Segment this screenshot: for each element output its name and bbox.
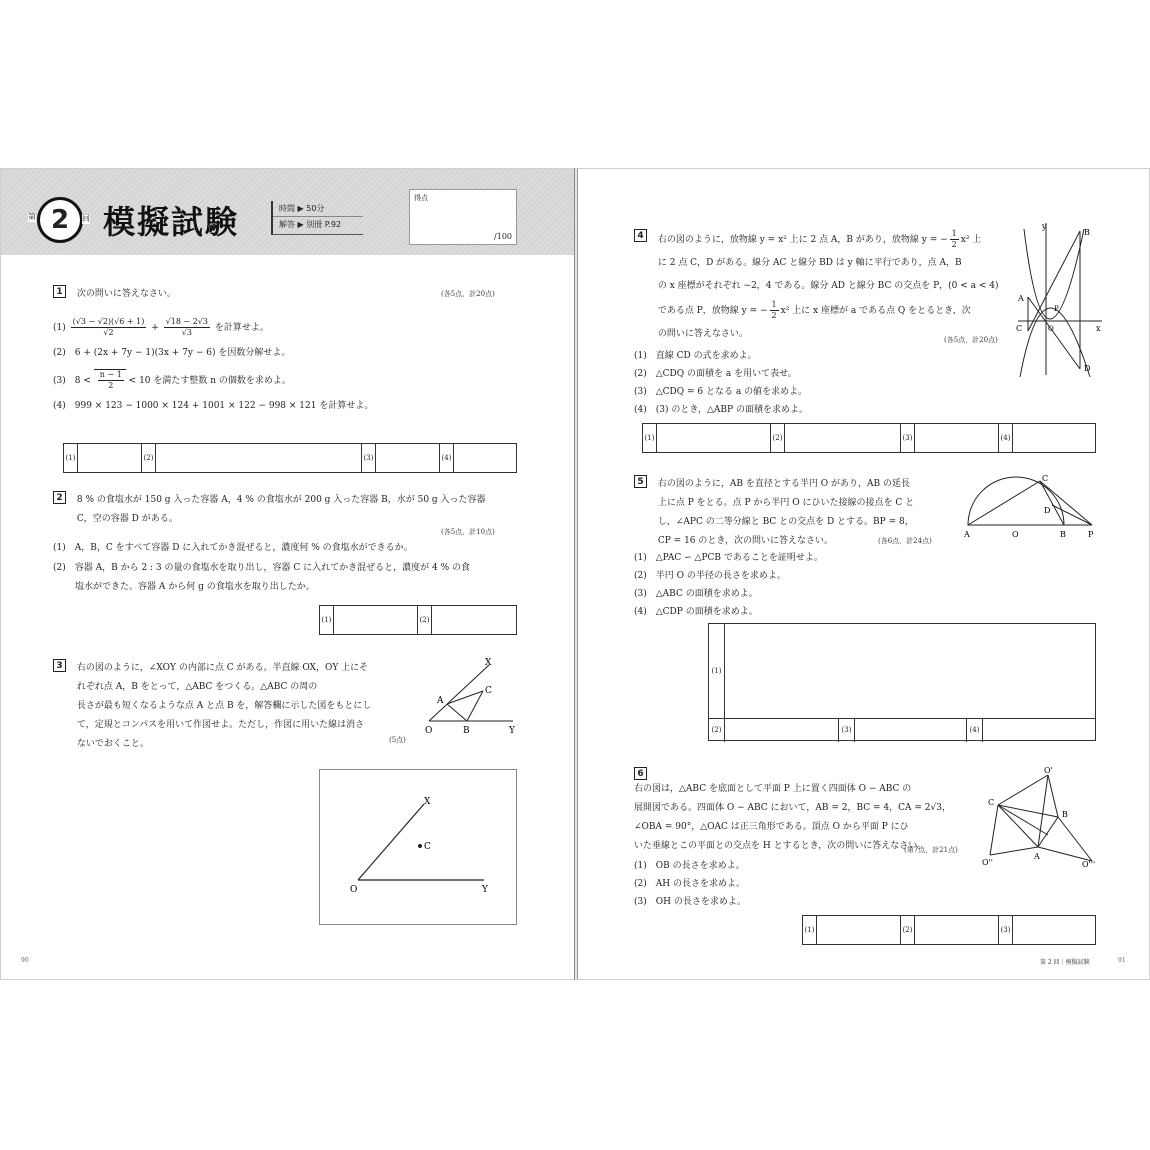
- q4-sub-2: (2) △CDQ の面積を a を用いて表せ。: [634, 369, 797, 379]
- q6-sub-2: (2) AH の長さを求めよ。: [634, 879, 745, 889]
- question-prompt: 次の問いに答えなさい。: [76, 289, 176, 299]
- q5-sub-2: (2) 半円 O の半径の長さを求めよ。: [634, 571, 786, 581]
- text: x² 上: [960, 235, 982, 245]
- answer-cell-1[interactable]: [64, 444, 142, 472]
- fold-line-2: [1038, 775, 1048, 847]
- exam-info: [271, 201, 363, 235]
- numerator: (√3 − √2)(√6 + 1): [72, 317, 145, 326]
- segment-bc: [1028, 231, 1080, 331]
- point-c: [418, 844, 422, 848]
- ray-ox: [429, 665, 489, 721]
- q6-sub-3: (3) OH の長さを求めよ。: [634, 897, 746, 907]
- answer-label: (1): [709, 624, 725, 718]
- q3-small-figure: [421, 655, 521, 735]
- question-number: 3: [53, 659, 66, 672]
- question-3: [53, 659, 433, 754]
- fraction: [770, 300, 779, 321]
- exam-number: 2: [50, 205, 70, 235]
- q1-points: (各5点，計20点): [441, 290, 495, 298]
- answer-label: (4): [440, 444, 454, 472]
- label-b: B: [1060, 530, 1066, 539]
- right-page-number: 91: [1118, 957, 1126, 964]
- question-2: [53, 491, 523, 529]
- segment-ab: [447, 704, 467, 721]
- edge-o1-b: [1048, 775, 1058, 817]
- sub-text: < 10 を満たす整数 n の個数を求めよ。: [128, 376, 291, 386]
- label-c: C: [988, 798, 995, 807]
- q1-sub-4: (4) 999 × 123 − 1000 × 124 + 1001 × 122 − 998 × 121 を計算せよ。: [53, 401, 374, 411]
- q5-sub-3: (3) △ABC の面積を求めよ。: [634, 589, 758, 599]
- q4-line-2: に 2 点 C，D がある。線分 AC と線分 BD は y 軸に平行であり，点 A，B: [657, 258, 962, 268]
- answer-cell-3[interactable]: [839, 719, 967, 742]
- semicircle: [968, 477, 1064, 525]
- answer-cell-1[interactable]: [643, 424, 771, 452]
- q2-line-2: C，空の容器 D がある。: [76, 514, 178, 524]
- answer-cell-2[interactable]: [709, 719, 839, 742]
- q2-answer-box: [319, 605, 517, 635]
- question-text: [77, 491, 486, 529]
- exam-header: [1, 169, 575, 255]
- label-o: O: [425, 726, 433, 735]
- label-x: X: [424, 797, 431, 807]
- q6-net-figure: [982, 763, 1100, 867]
- label-c: C: [424, 842, 431, 852]
- edge-c-b: [998, 805, 1058, 817]
- label-x: X: [485, 658, 492, 668]
- left-page-number: 90: [21, 957, 29, 964]
- exam-number-badge: [28, 197, 90, 243]
- q3-line-4: て，定規とコンパスを用いて作図せよ。ただし，作図に用いた線は消さ: [76, 720, 365, 730]
- label-o3: O''': [1082, 860, 1096, 867]
- dai-label: 第: [28, 212, 36, 221]
- label-b: B: [1062, 810, 1068, 819]
- q2-points: (各5点，計10点): [441, 528, 495, 536]
- right-page: [577, 168, 1150, 980]
- q6-line-4: いた垂線とこの平面との交点を H とするとき，次の問いに答えなさい。: [634, 841, 927, 851]
- sub-text: (3) 8 <: [53, 376, 91, 386]
- question-6: [634, 767, 974, 856]
- label-y: y: [1042, 222, 1047, 231]
- answer-label: (4): [967, 719, 983, 742]
- answer-label: (2): [709, 719, 725, 742]
- answer-cell-2[interactable]: [901, 916, 999, 944]
- book-spread: [0, 168, 1150, 980]
- answer-cell-2[interactable]: [771, 424, 901, 452]
- sqrt-bar: [94, 369, 126, 391]
- q3-points: (5点): [389, 736, 406, 744]
- label-d: D: [1084, 364, 1091, 373]
- label-p: P: [1088, 530, 1094, 539]
- question-number: 6: [634, 767, 647, 780]
- answer-label: (3): [999, 916, 1013, 944]
- q4-sub-3: (3) △CDQ = 6 となる a の値を求めよ。: [634, 387, 808, 397]
- edge-c-o2: [990, 805, 998, 855]
- question-number: 2: [53, 491, 66, 504]
- score-max: /100: [494, 232, 512, 241]
- q5-sub-4: (4) △CDP の面積を求めよ。: [634, 607, 758, 617]
- q3-drawing-area[interactable]: [319, 769, 517, 925]
- edge-a-o3: [1038, 847, 1092, 861]
- q5-sub-1: (1) △PAC ∽ △PCB であることを証明せよ。: [634, 553, 823, 563]
- label-o: O: [1012, 530, 1019, 539]
- q1-answer-box: [63, 443, 517, 473]
- kai-label: 回: [82, 214, 90, 223]
- q5-line-2: 上に点 P をとる。点 P から半円 O にひいた接線の接点を C と: [657, 498, 915, 508]
- q2-sub-2a: (2) 容器 A，B から 2 : 3 の量の食塩水を取り出し，容器 C に入れてかき混ぜると，濃度が 4 % の食: [53, 563, 470, 573]
- q3-line-1: 右の図のように，∠XOY の内部に点 C がある。半直線 OX，OY 上にそ: [76, 663, 369, 673]
- plus-sign: +: [151, 323, 159, 333]
- denominator: √2: [103, 328, 114, 337]
- q6-points: (第7点，計21点): [904, 846, 958, 854]
- q1-sub-2: (2) 6 + (2x + 7y − 1)(3x + 7y − 6) を因数分解せよ。: [53, 348, 291, 358]
- label-c: C: [1042, 474, 1049, 483]
- question-4: [634, 229, 1014, 344]
- q4-line-3: の x 座標がそれぞれ −2，4 である。線分 AD と線分 BC の交点を P，(0 < a < 4): [657, 281, 999, 291]
- answer-label: (1): [643, 424, 657, 452]
- answer-label: (2): [771, 424, 785, 452]
- q5-points: (各6点，計24点): [878, 537, 932, 545]
- answer-cell-1[interactable]: [320, 606, 418, 634]
- answer-cell-3[interactable]: [999, 916, 1095, 944]
- fraction: [164, 317, 210, 338]
- q2-sub-1: (1) A，B，C をすべて容器 D に入れてかき混ぜると，濃度何 % の食塩水ができるか。: [53, 543, 413, 553]
- answer-label: 解答 ▶ 別冊 P.92: [279, 220, 342, 229]
- question-text: [658, 475, 914, 551]
- answer-row-2: [709, 718, 1095, 742]
- numerator: √18 − 2√3: [165, 317, 208, 326]
- denominator: √3: [181, 328, 192, 337]
- text: x² 上に x 座標が a である点 Q をとるとき，次: [780, 306, 971, 316]
- ray-ox: [358, 804, 424, 880]
- exam-title: 模擬試験: [103, 203, 240, 241]
- question-text: [77, 659, 372, 754]
- q3-line-2: れぞれ点 A，B をとって，△ABC をつくる。△ABC の周の: [76, 682, 318, 692]
- edge-c-o1: [998, 775, 1048, 805]
- q4-line-5: の問いに答えなさい。: [657, 329, 748, 339]
- q5-semicircle-figure: [960, 469, 1100, 543]
- q4-sub-4: (4) (3) のとき，△ABP の面積を求めよ。: [634, 405, 808, 415]
- text: である点 P，放物線 y = −: [657, 306, 768, 316]
- fraction: [71, 317, 147, 338]
- label-x: x: [1096, 324, 1101, 333]
- answer-label: (3): [839, 719, 855, 742]
- chord-ac: [968, 481, 1040, 525]
- fraction: [950, 229, 959, 250]
- answer-cell-3[interactable]: [901, 424, 999, 452]
- edge-b-a: [1038, 817, 1058, 847]
- tangent-cp: [1040, 481, 1092, 525]
- denominator: 2: [108, 381, 114, 390]
- left-page: [0, 168, 575, 980]
- question-number: 4: [634, 229, 647, 242]
- q5-line-4: CP = 16 のとき，次の問いに答えなさい。: [657, 536, 834, 546]
- answer-cell-4[interactable]: [440, 444, 516, 472]
- answer-cell-4[interactable]: [967, 719, 1095, 742]
- question-number: 5: [634, 475, 647, 488]
- label-c: C: [1016, 324, 1023, 333]
- answer-label: (2): [142, 444, 156, 472]
- label-o2: O'': [982, 858, 993, 867]
- answer-cell-4[interactable]: [999, 424, 1095, 452]
- q6-answer-box: [802, 915, 1096, 945]
- sub-number: (1): [53, 323, 66, 333]
- q5-line-3: し，∠APC の二等分線と BC との交点を D とする。BP = 8，: [657, 517, 914, 527]
- chord-bc: [1040, 481, 1064, 525]
- q4-line-4: [658, 300, 999, 321]
- label-a: A: [1018, 294, 1024, 303]
- label-y: Y: [509, 726, 515, 735]
- q4-points: (各5点，計20点): [944, 336, 998, 344]
- answer-label: (4): [999, 424, 1013, 452]
- q4-answer-box: [642, 423, 1096, 453]
- q2-line-1: 8 % の食塩水が 150 g 入った容器 A，4 % の食塩水が 200 g 入った容器 B，水が 50 g 入った容器: [76, 495, 486, 505]
- denominator: 2: [951, 240, 957, 249]
- q6-sub-1: (1) OB の長さを求めよ。: [634, 861, 745, 871]
- denominator: 2: [771, 311, 777, 320]
- numerator: 1: [771, 300, 777, 309]
- q4-sub-1: (1) 直線 CD の式を求めよ。: [634, 351, 757, 361]
- right-page-running-title: 第 2 回｜模擬試験: [1040, 959, 1090, 966]
- q4-parabola-figure: [1014, 219, 1104, 379]
- numerator: n − 1: [99, 370, 122, 379]
- q1-sub-3: [53, 369, 291, 391]
- answer-label: (2): [418, 606, 432, 634]
- answer-label: (2): [901, 916, 915, 944]
- question-number: 1: [53, 285, 66, 298]
- answer-cell-1[interactable]: [803, 916, 901, 944]
- label-a: A: [964, 530, 970, 539]
- q6-line-1: 右の図は，△ABC を底面として平面 P 上に置く四面体 O − ABC の: [634, 784, 912, 794]
- label-o: O: [350, 885, 358, 895]
- answer-label: (1): [64, 444, 78, 472]
- label-a: A: [437, 696, 444, 706]
- edge-o2-a: [990, 847, 1038, 855]
- q3-answer-figure: [320, 770, 516, 924]
- score-box[interactable]: [409, 189, 517, 245]
- q3-line-3: 長さが最も短くなるような点 A と点 B を，解答欄に示した図をもとにし: [76, 701, 372, 711]
- answer-label: (1): [320, 606, 334, 634]
- q1-sub-1: [53, 317, 269, 338]
- answer-label: (3): [901, 424, 915, 452]
- q3-line-5: ないでおくこと。: [76, 739, 149, 749]
- q6-line-3: ∠OBA = 90°，△OAC は正三角形である。頂点 O から平面 P にひ: [634, 822, 909, 832]
- time-label: 時間 ▶ 50分: [273, 201, 363, 217]
- score-label: 得点: [414, 194, 428, 202]
- question-text: [658, 229, 999, 344]
- label-p: P: [1054, 305, 1059, 313]
- answer-cell-1[interactable]: [725, 624, 1095, 718]
- label-b: B: [463, 726, 470, 735]
- label-d: D: [1044, 506, 1051, 515]
- label-c: C: [485, 686, 492, 696]
- fraction: [98, 370, 124, 391]
- q5-line-1: 右の図のように，AB を直径とする半円 O があり，AB の延長: [657, 479, 910, 489]
- answer-label: (3): [362, 444, 376, 472]
- q4-line-1: [658, 229, 999, 250]
- q6-line-2: 展開図である。四面体 O − ABC において，AB = 2，BC = 4，CA = 2√3，: [634, 803, 951, 813]
- label-o1: O': [1044, 766, 1053, 775]
- answer-cell-3[interactable]: [362, 444, 440, 472]
- label-a: A: [1034, 852, 1040, 861]
- answer-cell-2[interactable]: [142, 444, 362, 472]
- q5-answer-box: [708, 623, 1096, 741]
- answer-label: (1): [803, 916, 817, 944]
- q2-sub-2b: 塩水ができた。容器 A から何 g の食塩水を取り出したか。: [75, 582, 315, 592]
- answer-cell-2[interactable]: [418, 606, 516, 634]
- label-o: O: [1048, 325, 1054, 333]
- edge-b-o3: [1058, 817, 1092, 861]
- label-b: B: [1084, 228, 1090, 237]
- text: 右の図のように，放物線 y = x² 上に 2 点 A，B があり，放物線 y = −: [657, 235, 948, 245]
- label-y: Y: [482, 885, 488, 895]
- sub-text: を計算せよ。: [214, 323, 269, 333]
- numerator: 1: [951, 229, 957, 238]
